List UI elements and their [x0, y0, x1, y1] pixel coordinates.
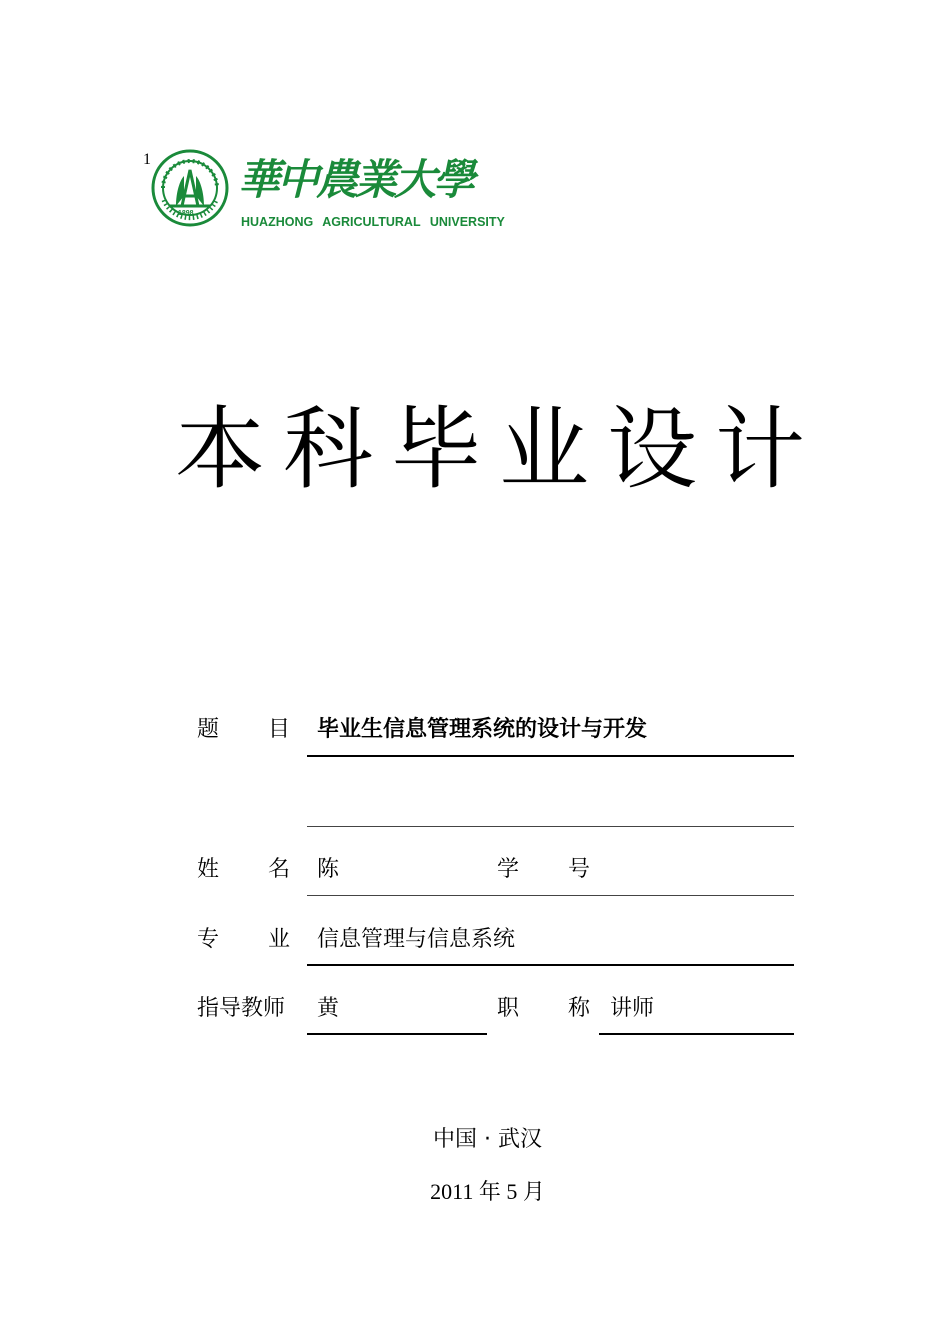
- topic-value: 毕业生信息管理系统的设计与开发: [317, 717, 648, 742]
- major-value: 信息管理与信息系统: [317, 927, 516, 952]
- university-name-en: HUAZHONG AGRICULTURAL UNIVERSITY: [241, 215, 505, 229]
- student-id-label: 学 号: [497, 857, 590, 882]
- name-underline: [307, 895, 794, 896]
- footer-date: 2011 年 5 月: [430, 1179, 545, 1204]
- advisor-label: 指导教师: [197, 996, 286, 1021]
- name-value: 陈: [317, 857, 340, 882]
- advisor-value: 黄: [317, 996, 340, 1021]
- seal-year: 1898: [178, 210, 194, 217]
- topic-underline: [307, 755, 794, 757]
- university-name-cn: 華中農業大學: [238, 155, 473, 204]
- rank-underline: [599, 1033, 794, 1035]
- major-underline: [307, 964, 794, 966]
- page-marker: 1: [143, 151, 151, 168]
- major-label: 专 业: [197, 927, 290, 952]
- university-seal-icon: [150, 148, 234, 232]
- footer-place: 中国 · 武汉: [433, 1127, 542, 1152]
- rank-label: 职 称: [497, 996, 590, 1021]
- rank-value: 讲师: [610, 996, 655, 1021]
- name-label: 姓 名: [197, 857, 290, 882]
- topic-label: 题 目: [197, 717, 290, 742]
- document-title: 本科毕业设计: [175, 397, 823, 502]
- topic-continuation-line: [307, 826, 794, 827]
- advisor-underline: [307, 1033, 487, 1035]
